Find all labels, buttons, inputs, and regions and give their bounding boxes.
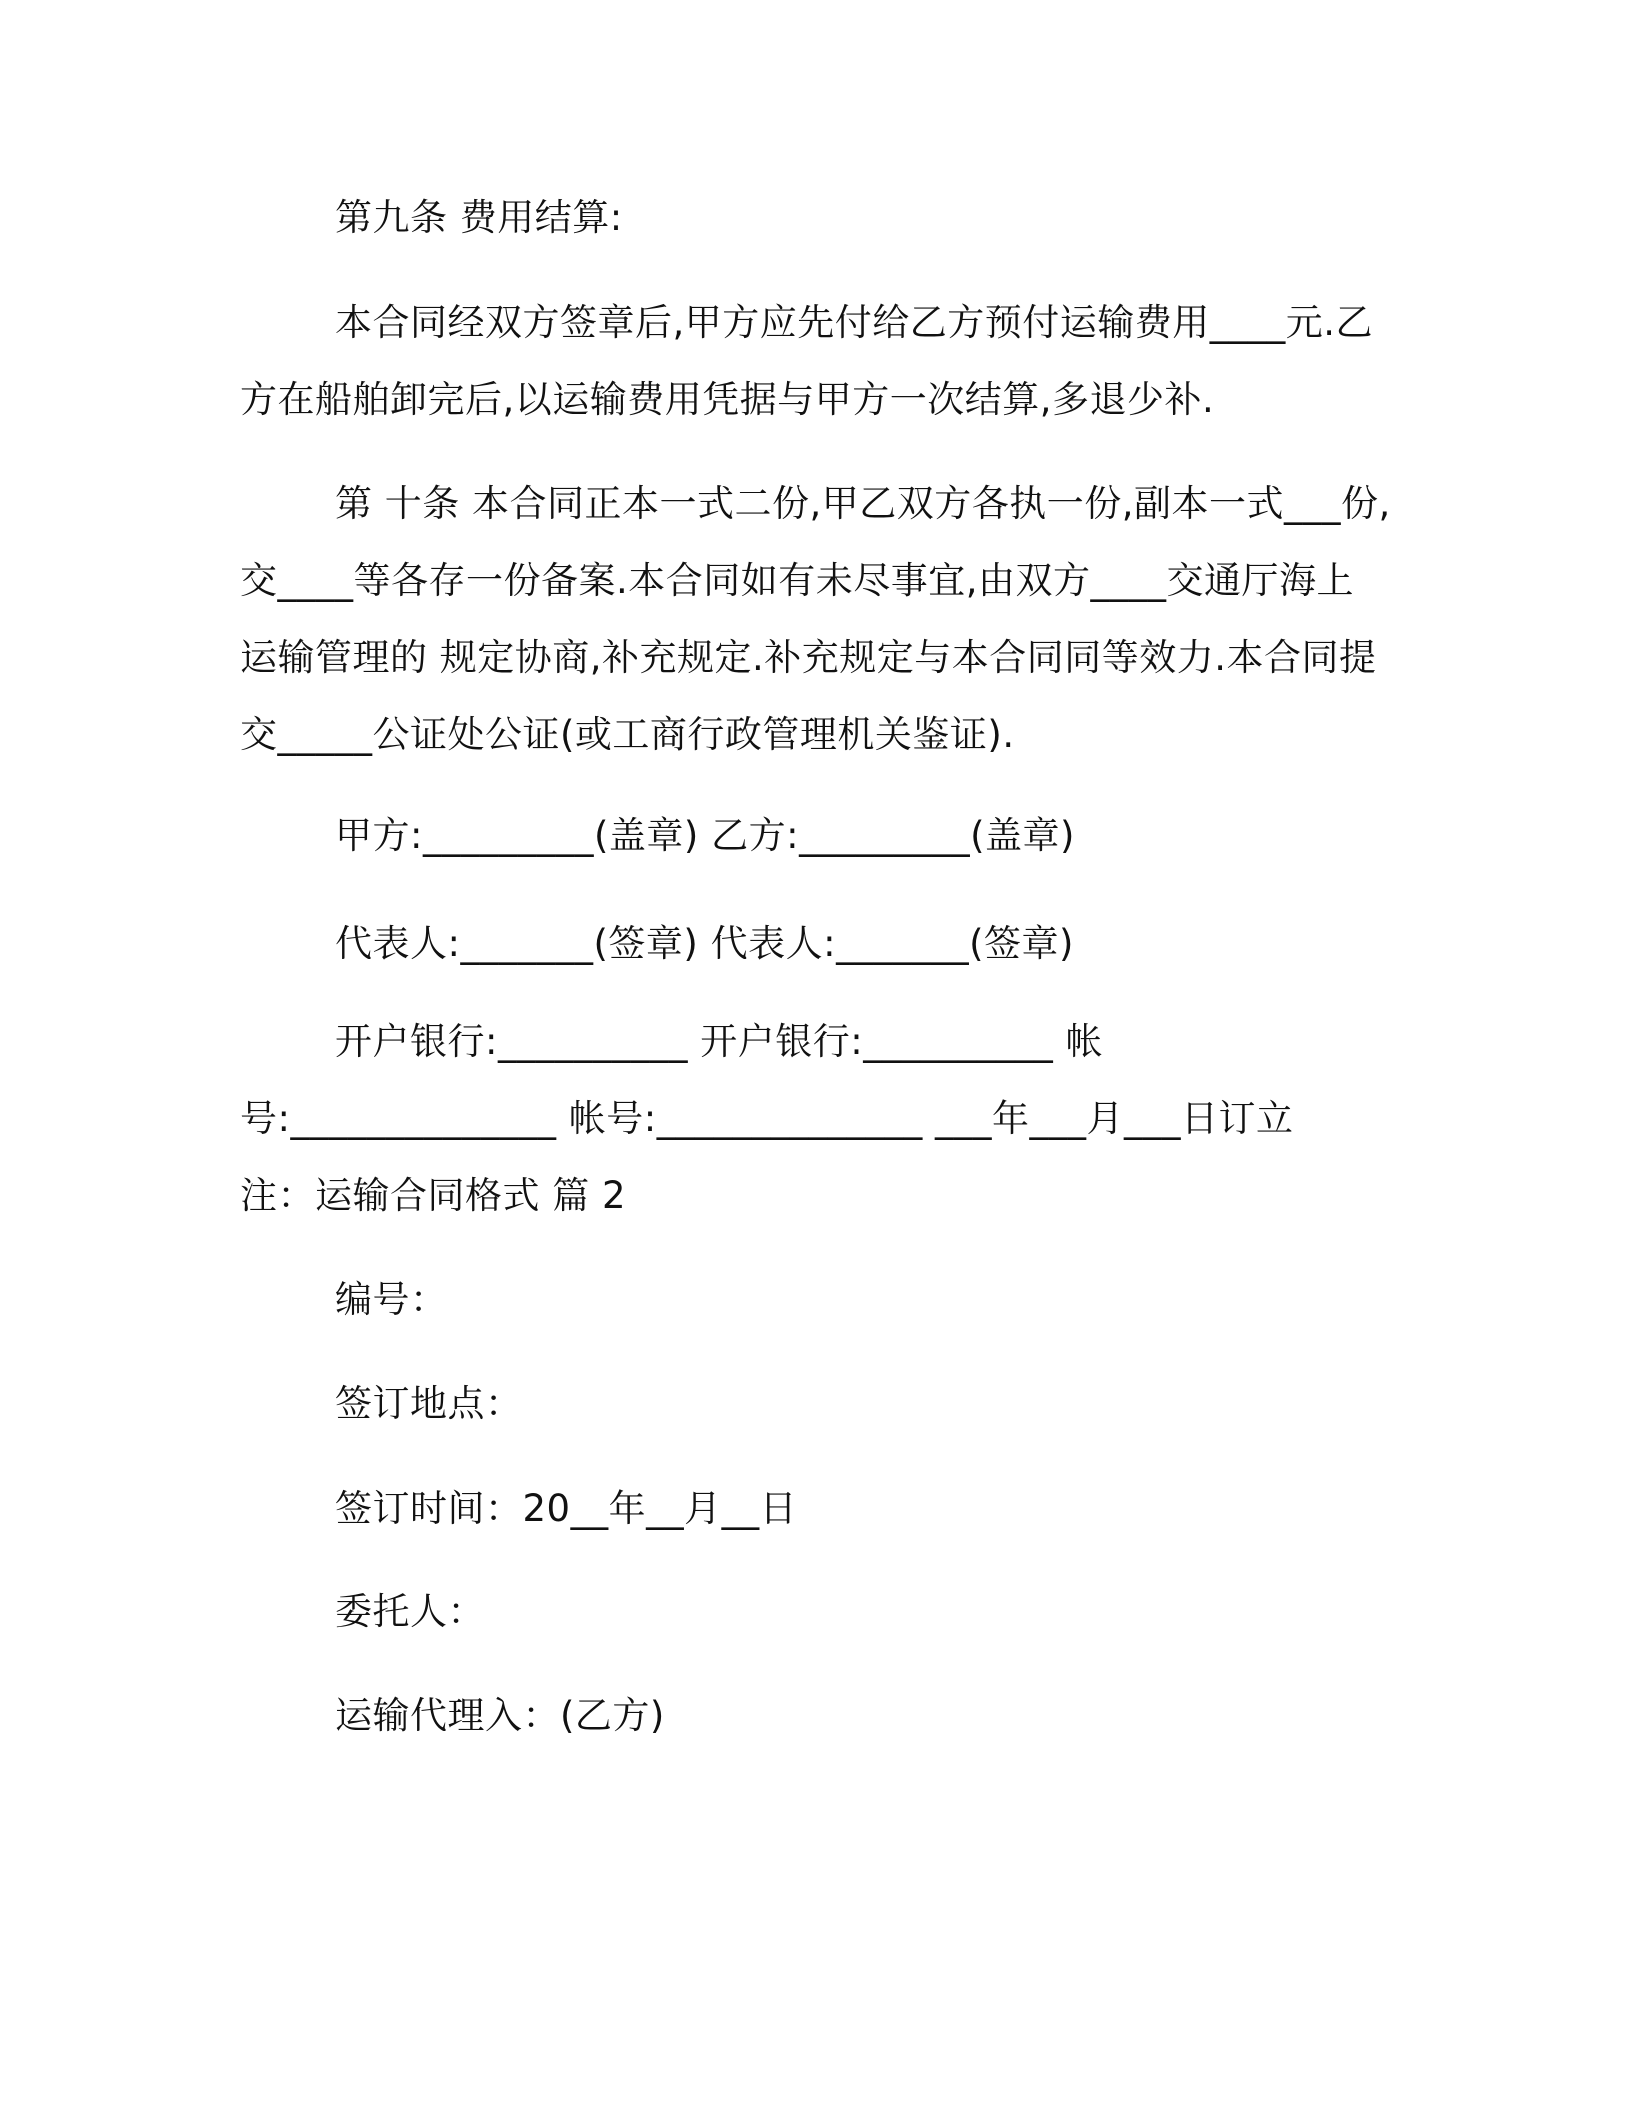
bank-account-line-2: 号:______________ 帐号:______________ ___年___月___日订立 [240, 1097, 1294, 1140]
representative-signature-line: 代表人:_______(签章) 代表人:_______(签章) [335, 922, 1074, 965]
party-seal-line: 甲方:_________(盖章) 乙方:_________(盖章) [335, 814, 1075, 857]
signing-place-label: 签订地点： [335, 1382, 523, 1425]
signing-date-label: 签订时间：20__年__月__日 [335, 1487, 798, 1530]
consignor-label: 委托人： [335, 1590, 485, 1633]
article-9-heading: 第九条 费用结算: [335, 196, 623, 239]
article-10-line-1: 第 十条 本合同正本一式二份,甲乙双方各执一份,副本一式___份, [335, 482, 1391, 525]
article-10-line-2: 交____等各存一份备案.本合同如有未尽事宜,由双方____交通厅海上 [240, 559, 1355, 602]
note-section-title: 注：运输合同格式 篇 2 [240, 1174, 627, 1217]
transport-agent-label: 运输代理入：(乙方) [335, 1694, 665, 1737]
article-9-text-line-2: 方在船舶卸完后,以运输费用凭据与甲方一次结算,多退少补. [240, 378, 1215, 421]
article-10-line-4: 交_____公证处公证(或工商行政管理机关鉴证). [240, 713, 1015, 756]
contract-number-label: 编号： [335, 1278, 448, 1321]
article-10-line-3: 运输管理的 规定协商,补充规定.补充规定与本合同同等效力.本合同提 [240, 636, 1377, 679]
article-9-text-line-1: 本合同经双方签章后,甲方应先付给乙方预付运输费用____元.乙 [335, 301, 1374, 344]
bank-account-line-1: 开户银行:__________ 开户银行:__________ 帐 [335, 1020, 1103, 1063]
